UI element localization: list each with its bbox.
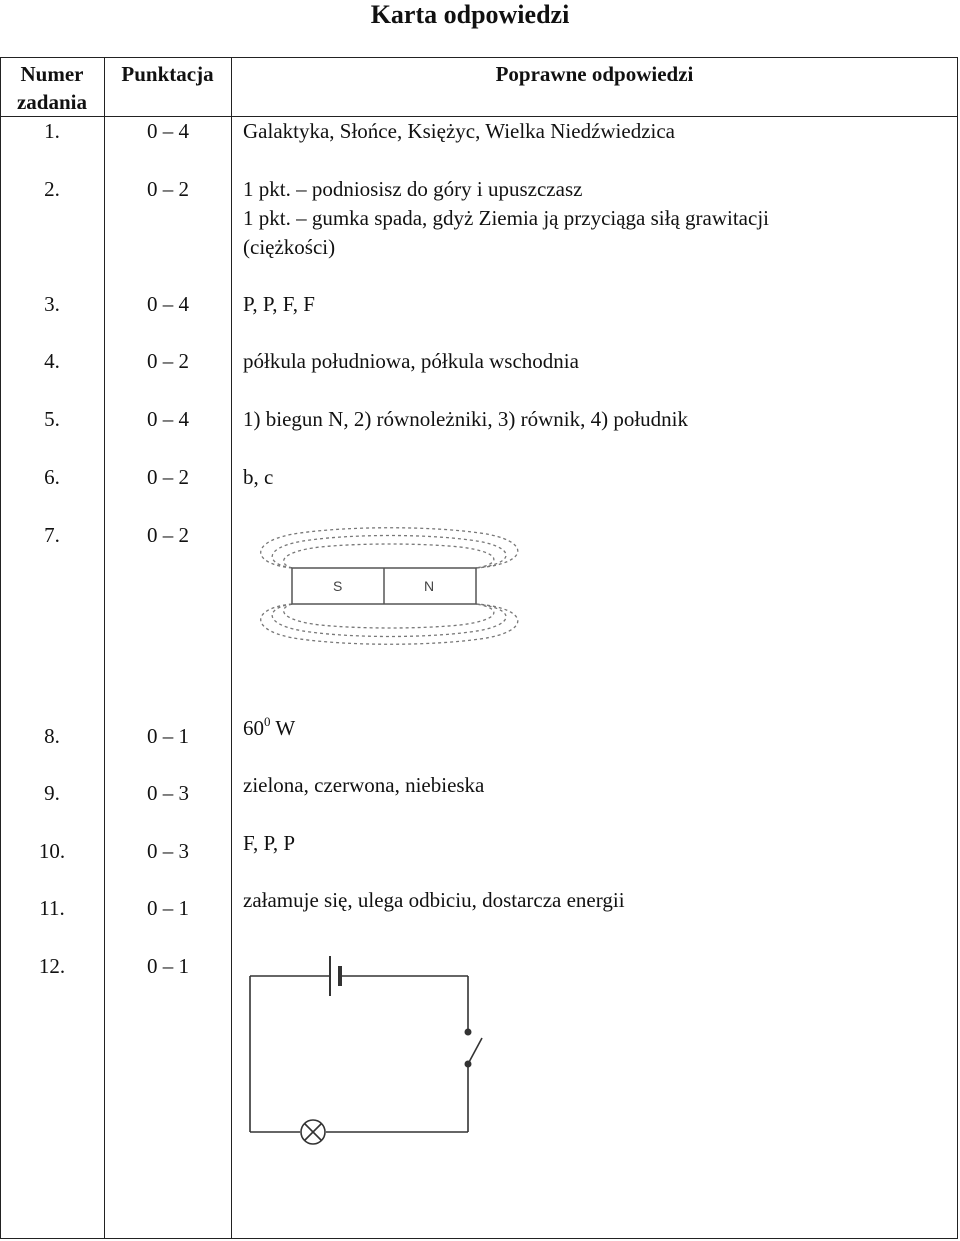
task-number: 9. bbox=[44, 781, 60, 805]
electric-circuit-diagram bbox=[240, 940, 500, 1150]
header-odpowiedzi: Poprawne odpowiedzi bbox=[495, 62, 694, 86]
task-answer: b, c bbox=[243, 465, 274, 489]
header-zadania: zadania bbox=[16, 90, 87, 114]
column-divider bbox=[104, 57, 105, 1239]
task-points: 0 – 2 bbox=[147, 177, 189, 201]
task-answer: zielona, czerwona, niebieska bbox=[243, 773, 485, 797]
task-answer: półkula południowa, półkula wschodnia bbox=[243, 349, 579, 373]
task-answer-line: 1 pkt. – gumka spada, gdyż Ziemia ją przyciąga siłą grawitacji bbox=[243, 206, 769, 230]
task-number: 10. bbox=[38, 839, 66, 863]
task-answer bbox=[243, 716, 943, 740]
battery-icon bbox=[330, 956, 340, 996]
task-points: 0 – 3 bbox=[147, 781, 189, 805]
task-points: 0 – 4 bbox=[147, 407, 189, 431]
task-number: 3. bbox=[44, 292, 60, 316]
task-points: 0 – 2 bbox=[147, 349, 189, 373]
task-answer: P, P, F, F bbox=[243, 292, 315, 316]
task-points: 0 – 1 bbox=[147, 896, 189, 920]
task-answer: Galaktyka, Słońce, Księżyc, Wielka Niedźwiedzica bbox=[243, 119, 676, 143]
task-number: 4. bbox=[44, 349, 60, 373]
task-answer: załamuje się, ulega odbiciu, dostarcza energii bbox=[243, 888, 625, 912]
task-points: 0 – 4 bbox=[147, 119, 189, 143]
task-answer-line: 1 pkt. – podniosisz do góry i upuszczasz bbox=[243, 177, 583, 201]
task-answer: F, P, P bbox=[243, 831, 296, 855]
task-number: 5. bbox=[44, 407, 60, 431]
task-points: 0 – 2 bbox=[147, 465, 189, 489]
answer-unit: W bbox=[270, 716, 296, 740]
task-answer-line: (ciężkości) bbox=[243, 235, 336, 259]
bar-magnet-field-diagram bbox=[240, 516, 540, 656]
header-divider bbox=[0, 116, 958, 117]
task-answer: 1) biegun N, 2) równoleżniki, 3) równik, 4) południk bbox=[243, 407, 689, 431]
header-numer: Numer bbox=[20, 62, 84, 86]
task-number: 12. bbox=[38, 954, 66, 978]
magnet-pole-s: S bbox=[333, 578, 343, 594]
task-points: 0 – 3 bbox=[147, 839, 189, 863]
magnet-pole-n: N bbox=[424, 578, 435, 594]
column-divider bbox=[231, 57, 232, 1239]
task-number: 1. bbox=[44, 119, 60, 143]
header-punktacja: Punktacja bbox=[121, 62, 214, 86]
task-number: 7. bbox=[44, 523, 60, 547]
task-points: 0 – 2 bbox=[147, 523, 189, 547]
task-points: 0 – 1 bbox=[147, 954, 189, 978]
task-points: 0 – 1 bbox=[147, 724, 189, 748]
task-number: 2. bbox=[44, 177, 60, 201]
answer-value: 60 bbox=[243, 716, 264, 740]
page-title: Karta odpowiedzi bbox=[370, 0, 570, 29]
circuit-wires bbox=[250, 976, 468, 1132]
task-number: 11. bbox=[39, 896, 65, 920]
task-points: 0 – 4 bbox=[147, 292, 189, 316]
switch-icon bbox=[465, 1029, 482, 1067]
bulb-icon bbox=[301, 1120, 325, 1144]
answer-superscript: 0 bbox=[264, 714, 271, 729]
task-number: 6. bbox=[44, 465, 60, 489]
task-number: 8. bbox=[44, 724, 60, 748]
